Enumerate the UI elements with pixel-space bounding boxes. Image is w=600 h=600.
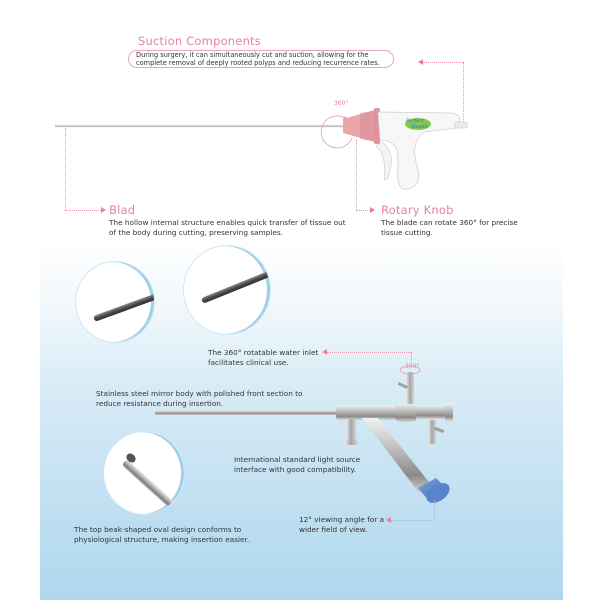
viewing-angle-line2: wider field of view. (299, 524, 368, 534)
viewing-angle-line1: 12° viewing angle for a (299, 515, 385, 524)
beak-tip-line2: physiological structure, making insertion easier. (74, 534, 250, 544)
viewing-angle-leader-vertical (434, 500, 435, 520)
light-source-line1: International standard light source (234, 455, 361, 464)
knob-rotation-label: 360° (334, 100, 349, 107)
lower-valve (428, 420, 436, 444)
rotary-knob-description-line2: tissue cutting. (381, 227, 433, 237)
rotary-knob-description-line1: The blade can rotate 360° for precise (381, 218, 518, 227)
svg-text:Health: Health (411, 124, 429, 130)
light-source-description (234, 455, 360, 474)
viewing-angle-description (299, 515, 384, 534)
scope-body (336, 405, 396, 420)
steel-body-line2: reduce resistance during insertion. (96, 398, 224, 408)
water-inlet-stem (406, 372, 414, 404)
water-inlet-rotation-label: 360° (405, 363, 420, 370)
beak-tip-rod (121, 459, 184, 514)
blade-description-line1: The hollow internal structure enables quick transfer of tissue out (109, 218, 346, 227)
water-inlet-line2: facilitates clinical use. (208, 357, 289, 367)
beak-tip-description (74, 525, 249, 544)
eyepiece-arm (362, 418, 432, 494)
blade-title: Blad (109, 203, 136, 217)
steel-body-line1: Stainless steel mirror body with polished front section to (96, 389, 303, 398)
beak-tip-line1: The top beak-shaped oval design conforms to (74, 525, 242, 534)
water-inlet-line1: The 360° rotatable water inlet (208, 348, 319, 357)
suction-description: During surgery, it can simultaneously cut and suction, allowing for the complete removal of deeply rooted polyps and reducing recurrence rates. (136, 51, 380, 67)
viewing-angle-leader-line (391, 520, 434, 521)
handle-logo: Perfect (406, 118, 425, 124)
light-source-line2: interface with good compatibility. (234, 464, 356, 474)
suction-components-title: Suction Components (138, 34, 261, 48)
scope-shaft (155, 410, 340, 415)
rotary-knob-title: Rotary Knob (381, 203, 454, 217)
beak-tip-detail-circle (104, 432, 184, 514)
blade-description-line2: of the body during cutting, preserving samples. (109, 227, 283, 237)
